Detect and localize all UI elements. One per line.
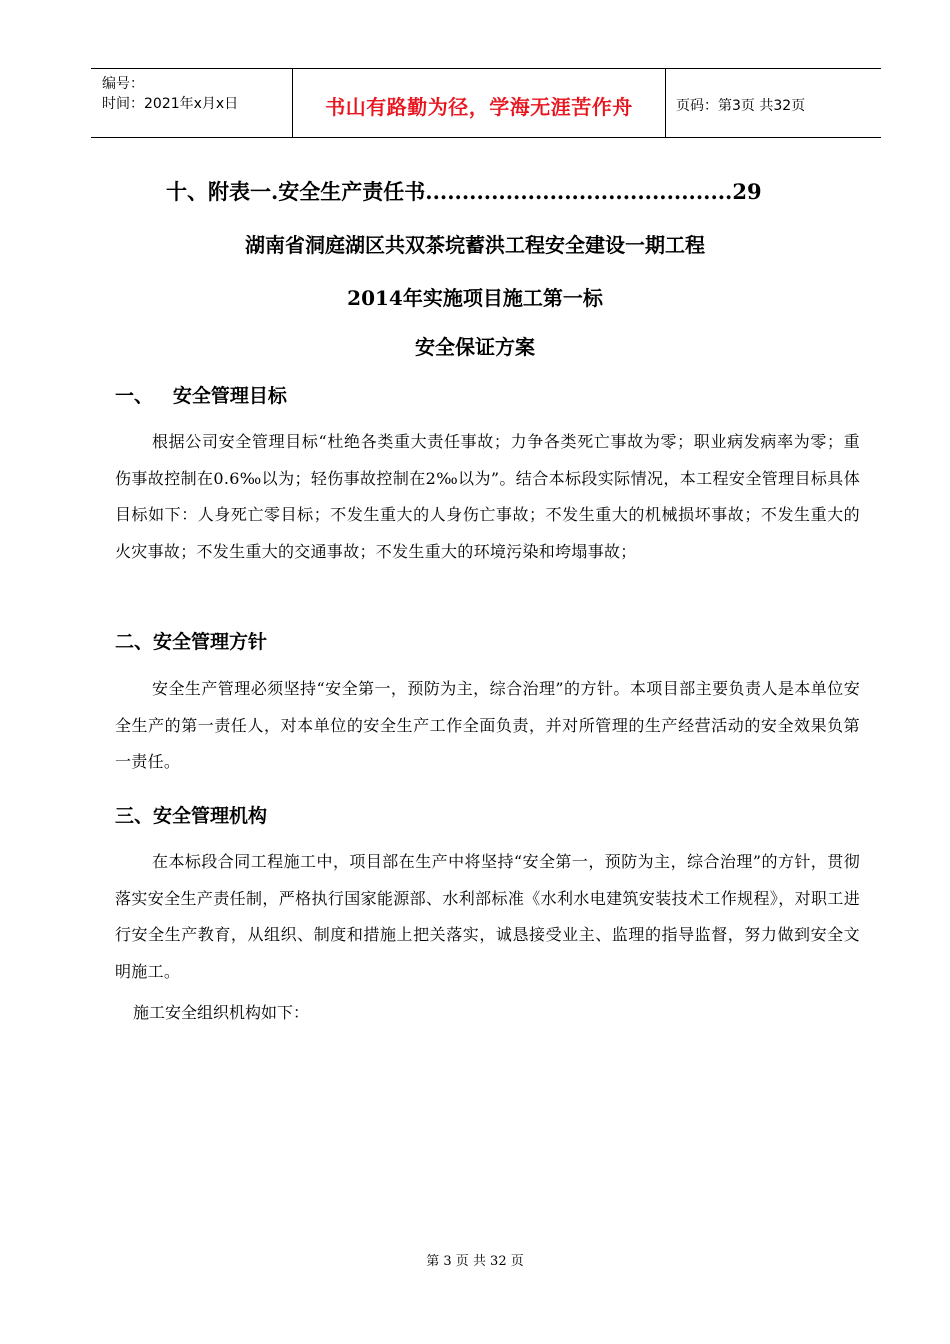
- doc-number-label: 编号：: [102, 76, 144, 92]
- header-motto: 书山有路勤为径，学海无涯苦作舟: [325, 95, 633, 119]
- section-heading-2: 二、安全管理方针: [115, 631, 268, 653]
- toc-entry: 十、附表一.安全生产责任书..........................................29: [166, 179, 762, 204]
- doc-title-line-3: 安全保证方案: [415, 335, 535, 359]
- section-text-1: 根据公司安全管理目标“杜绝各类重大责任事故；力争各类死亡事故为零；职业病发病率为零；重伤事故控制在0.6‰以为；轻伤事故控制在2‰以为”。结合本标段实际情况，本工程安全管理目标具体目标如下：人身死亡零目标；不发生重大的人身伤亡事故；不发生重大的机械损坏事故；不发生重大的火灾事故；不发生重大的交通事故；不发生重大的环境污染和垮塌事故；: [115, 432, 860, 561]
- section-text-2: 安全生产管理必须坚持“安全第一，预防为主，综合治理”的方针。本项目部主要负责人是本单位安全生产的第一责任人，对本单位的安全生产工作全面负责，并对所管理的生产经营活动的安全效果负第一责任。: [115, 679, 860, 771]
- page-header: [91, 68, 881, 138]
- org-intro: 施工安全组织机构如下：: [133, 1003, 310, 1022]
- doc-time-label: 时间：2021年x月x日: [102, 96, 239, 112]
- doc-title-line-1: 湖南省洞庭湖区共双茶垸蓄洪工程安全建设一期工程: [245, 233, 705, 257]
- header-motto-cell: [293, 69, 666, 137]
- header-meta-cell: [91, 69, 293, 137]
- section-heading-1: 一、 安全管理目标: [115, 385, 287, 407]
- page-footer: 第 3 页 共 32 页: [426, 1254, 524, 1269]
- section-heading-3: 三、安全管理机构: [115, 805, 268, 827]
- doc-title-line-2: 2014年实施项目施工第一标: [347, 286, 603, 310]
- header-page-info: 页码：第3页 共32页: [676, 98, 806, 114]
- header-page-cell: [666, 69, 881, 137]
- section-text-3: 在本标段合同工程施工中，项目部在生产中将坚持“安全第一，预防为主，综合治理”的方针，贯彻落实安全生产责任制，严格执行国家能源部、水利部标准《水利水电建筑安装技术工作规程》，对职工进行安全生产教育，从组织、制度和措施上把关落实，诚恳接受业主、监理的指导监督，努力做到安全文明施工。: [115, 852, 860, 981]
